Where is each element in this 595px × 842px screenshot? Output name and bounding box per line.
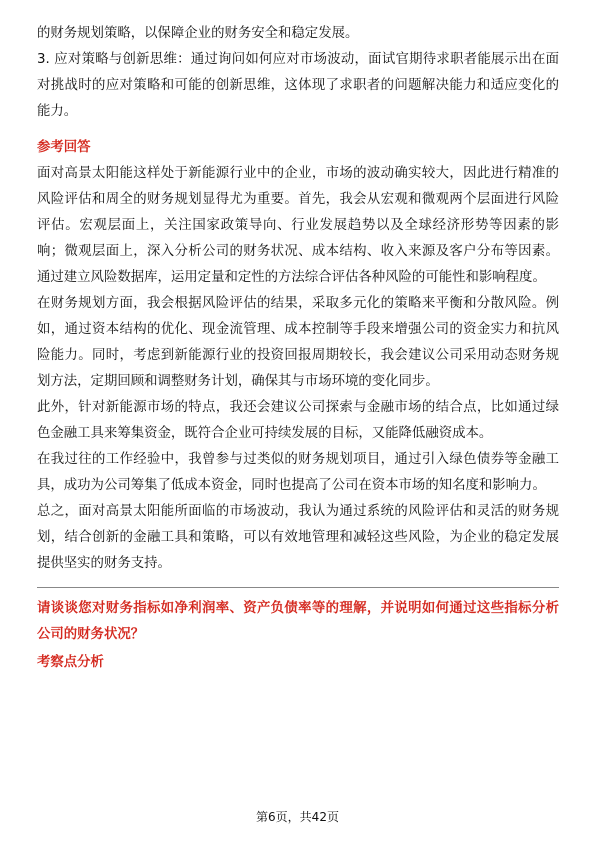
answer-paragraph: 面对高景太阳能这样处于新能源行业中的企业，市场的波动确实较大，因此进行精准的风险评估和周全的财务规划显得尤为重要。首先，我会从宏观和微观两个层面进行风险评估。宏观层面上，关注国家政策导向、行业发展趋势以及全球经济形势等因素的影响；微观层面上，深入分析公司的财务状况、成本结构、收入来源及客户分布等因素。通过建立风险数据库，运用定量和定性的方法综合评估各种风险的可能性和影响程度。 — [37, 166, 559, 285]
section-divider — [37, 587, 559, 588]
page-number-footer: 第6页，共42页 — [256, 810, 339, 824]
answer-paragraph: 在我过往的工作经验中，我曾参与过类似的财务规划项目，通过引入绿色债券等金融工具，成功为公司筹集了低成本资金，同时也提高了公司在资本市场的知名度和影响力。 — [37, 452, 559, 493]
next-question-heading: 请谈谈您对财务指标如净利润率、资产负债率等的理解，并说明如何通过这些指标分析公司的财务状况？ — [37, 601, 559, 642]
intro-tail-text: 的财务规划策略，以保障企业的财务安全和稳定发展。 — [37, 26, 359, 41]
answer-paragraph: 总之，面对高景太阳能所面临的市场波动，我认为通过系统的风险评估和灵活的财务规划，结合创新的金融工具和策略，可以有效地管理和减轻这些风险，为企业的稳定发展提供坚实的财务支持。 — [37, 504, 559, 571]
analysis-heading: 考察点分析 — [37, 655, 104, 670]
document-page — [37, 0, 559, 676]
point-3-text: 3. 应对策略与创新思维：通过询问如何应对市场波动，面试官期待求职者能展示出在面对挑战时的应对策略和可能的创新思维，这体现了求职者的问题解决能力和适应变化的能力。 — [37, 52, 559, 119]
reference-answer-heading: 参考回答 — [37, 140, 91, 155]
answer-paragraph: 此外，针对新能源市场的特点，我还会建议公司探索与金融市场的结合点，比如通过绿色金融工具来筹集资金，既符合企业可持续发展的目标，又能降低融资成本。 — [37, 400, 559, 441]
answer-paragraph: 在财务规划方面，我会根据风险评估的结果，采取多元化的策略来平衡和分散风险。例如，通过资本结构的优化、现金流管理、成本控制等手段来增强公司的资金实力和抗风险能力。同时，考虑到新能源行业的投资回报周期较长，我会建议公司采用动态财务规划方法，定期回顾和调整财务计划，确保其与市场环境的变化同步。 — [37, 296, 559, 389]
